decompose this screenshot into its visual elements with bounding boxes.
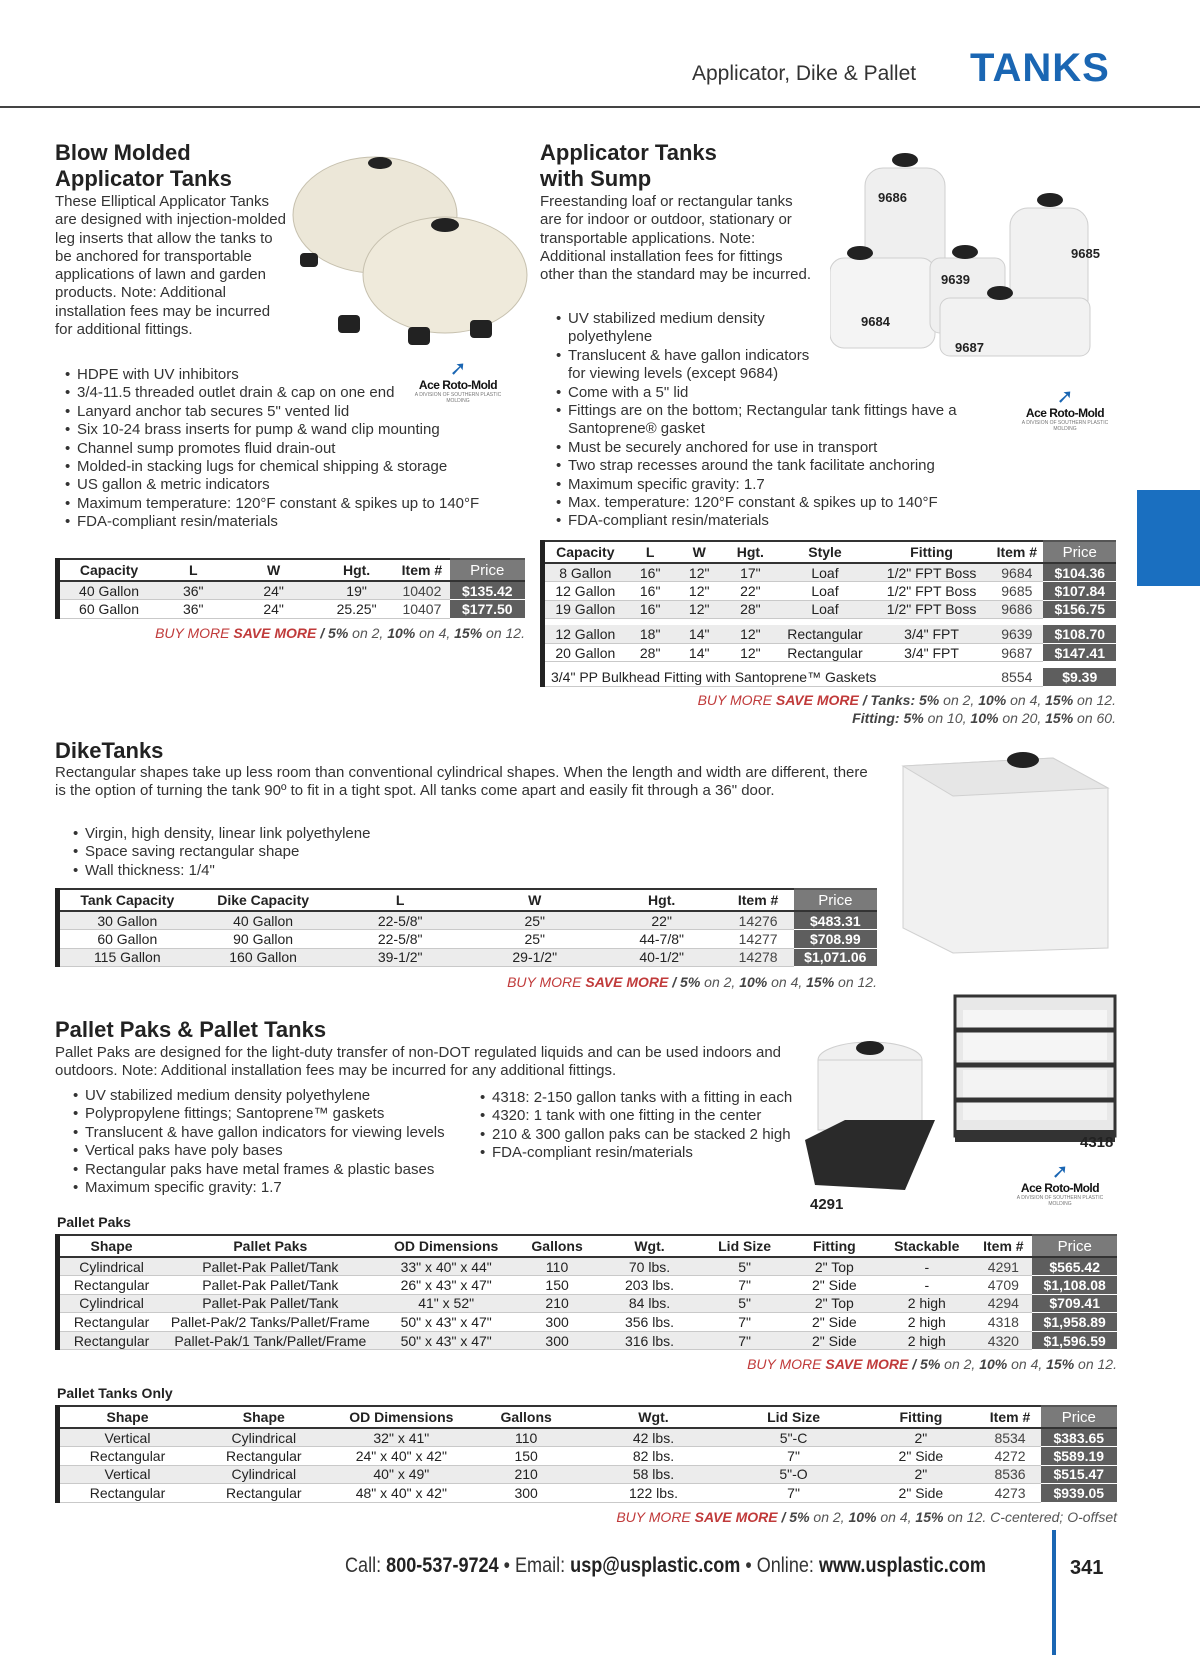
table-row: 60 Gallon 90 Gallon 22-5/8" 25" 44-7/8" 14277 $708.99 [58, 930, 878, 949]
list-item: • US gallon & metric indicators [55, 476, 525, 494]
table-row: 115 Gallon 160 Gallon 39-1/2" 29-1/2" 40-1/2" 14278 $1,071.06 [58, 948, 878, 967]
list-item: • Fittings are on the bottom; Rectangular tank fittings have a Santoprene® gasket [546, 402, 986, 439]
pallet-paks-buy-more-note: BUY MORE SAVE MORE / 5% on 2, 10% on 4, 15% on 12. [747, 1356, 1117, 1372]
list-item: • UV stabilized medium density polyethylene [546, 310, 806, 347]
table-row: 12 Gallon 18" 14" 12" Rectangular 3/4" FPT 9639 $108.70 [543, 625, 1117, 644]
table-row: Rectangular Pallet-Pak Pallet/Tank 26" x 43" x 47" 150 203 lbs. 7" 2" Side - 4709 $1,108.08 [58, 1276, 1118, 1295]
pallet-paks-label: Pallet Paks [57, 1214, 131, 1230]
list-item: • Translucent & have gallon indicators for viewing levels [63, 1124, 463, 1142]
swirl-icon: ➚ [449, 358, 467, 380]
blow-tank-image [280, 145, 530, 360]
pallet-paks-table: Shape Pallet Paks OD Dimensions Gallons Wgt. Lid Size Fitting Stackable Item # Price Cylindrical Pallet-Pak Pallet/Tank 33" x 40" x 44" 110 70 lbs. 5" 2" Top - 4291 $565.42 Rectangular Pallet-Pak Pallet/Tank 26" x 43" x 47" 150 203 lbs. 7" 2" Side - 4709 $1,108.08 Cylindrical Pallet-Pak Pallet/Tank 41" x 52" 210 84 lbs. 5" 2" Top 2 high 4294 $709.41 Rectangular Pallet-Pak/2 Tanks/Pallet/Frame 50" x 43" x 47" 300 356 lbs. 7" 2" Side 2 high 4318 $1,958.89 Rectangular Pallet-Pak/1 Tank/Pallet/Frame 50" x 43" x 47" 300 316 lbs. 7" 2" Side 2 high 4320 $1,596.59 [55, 1234, 1117, 1350]
dike-description: Rectangular shapes take up less room than conventional cylindrical shapes. When the length and width are different, there is the option of turning the tank 90º to fit in a tight spot. All tanks come apart and easily fit through a 36" door. [55, 764, 868, 800]
list-item: • 4318: 2-150 gallon tanks with a fitting in each [470, 1089, 810, 1107]
table-row: Rectangular Rectangular 24" x 40" x 42" 150 82 lbs. 7" 2" Side 4272 $589.19 [58, 1447, 1118, 1466]
sump-fitting-discount-note: Fitting: 5% on 10, 10% on 20, 15% on 60. [852, 710, 1116, 726]
website-link[interactable]: www.usplastic.com [818, 1554, 986, 1577]
swirl-icon: ➚ [1051, 1161, 1069, 1183]
list-item: • 4320: 1 tank with one fitting in the center [470, 1107, 810, 1125]
table-row: Cylindrical Pallet-Pak Pallet/Tank 33" x 40" x 44" 110 70 lbs. 5" 2" Top - 4291 $565.42 [58, 1257, 1118, 1276]
list-item: • Six 10-24 brass inserts for pump & wand clip mounting [55, 421, 525, 439]
swirl-icon: ➚ [1056, 386, 1074, 408]
list-item: • Polypropylene fittings; Santoprene™ gaskets [63, 1105, 463, 1123]
page-number: 341 [1070, 1557, 1104, 1579]
header-divider [0, 106, 1200, 108]
pallet-tanks-label: Pallet Tanks Only [57, 1385, 173, 1401]
table-row: Vertical Cylindrical 32" x 41" 110 42 lbs. 5"-C 2" 8534 $383.65 [58, 1428, 1118, 1447]
blow-price-table: Capacity L W Hgt. Item # Price 40 Gallon 36" 24" 19" 10402 $135.42 60 Gallon 36" 24" 25.25" 10407 $177.50 [55, 558, 525, 619]
list-item: • FDA-compliant resin/materials [55, 513, 525, 531]
list-item: • Space saving rectangular shape [63, 843, 483, 861]
sump-price-table: Capacity L W Hgt. Style Fitting Item # Price 8 Gallon 16" 12" 17" Loaf 1/2" FPT Boss 9684 $104.36 12 Gallon 16" 12" 22" Loaf 1/2" FPT Boss 9685 $107.84 19 Gallon 16" 12" 28" Loaf 1/2" FPT Boss 9686 $156.75 12 Gallon 18" 14" 12" Rectangular 3/4" FPT 9639 $108.70 20 Gallon 28" 14" 12" Rectangular 3/4" FPT 9687 $147.41 3/4" PP Bulkhead Fitting with Santoprene™ Gaskets 8554 $9.39 [540, 540, 1116, 687]
table-row: 8 Gallon 16" 12" 17" Loaf 1/2" FPT Boss 9684 $104.36 [543, 563, 1117, 582]
dike-title: DikeTanks [55, 738, 164, 763]
side-tab-marker [1137, 490, 1200, 586]
list-item: • Maximum specific gravity: 1.7 [546, 476, 996, 494]
ace-roto-mold-logo-2: ➚ Ace Roto-Mold A DIVISION OF SOUTHERN PLASTIC MOLDING [1015, 388, 1115, 432]
list-item: • FDA-compliant resin/materials [546, 512, 996, 530]
table-row: 12 Gallon 16" 12" 22" Loaf 1/2" FPT Boss 9685 $107.84 [543, 582, 1117, 601]
blow-buy-more-note: BUY MORE SAVE MORE / 5% on 2, 10% on 4, 15% on 12. [155, 625, 525, 641]
list-item: • Maximum temperature: 120°F constant & spikes up to 140°F [55, 495, 525, 513]
table-row: 60 Gallon 36" 24" 25.25" 10407 $177.50 [58, 600, 526, 619]
list-item: • Maximum specific gravity: 1.7 [63, 1179, 463, 1197]
phone-number[interactable]: 800-537-9724 [386, 1554, 499, 1577]
list-item: • FDA-compliant resin/materials [470, 1144, 810, 1162]
table-row: 40 Gallon 36" 24" 19" 10402 $135.42 [58, 581, 526, 600]
table-row: 30 Gallon 40 Gallon 22-5/8" 25" 22" 14276 $483.31 [58, 911, 878, 930]
list-item: • Two strap recesses around the tank facilitate anchoring [546, 457, 996, 475]
ace-roto-mold-logo-3: ➚ Ace Roto-Mold A DIVISION OF SOUTHERN PLASTIC MOLDING [1010, 1163, 1110, 1207]
tank-label-4318: 4318 [1080, 1134, 1114, 1151]
tank-label-9687: 9687 [955, 340, 984, 355]
section-subtitle: Applicator, Dike & Pallet [692, 62, 917, 85]
list-item: • Lanyard anchor tab secures 5" vented lid [55, 403, 525, 421]
pallet-tanks-table: Shape Shape OD Dimensions Gallons Wgt. Lid Size Fitting Item # Price Vertical Cylindrical 32" x 41" 110 42 lbs. 5"-C 2" 8534 $383.65 Rectangular Rectangular 24" x 40" x 42" 150 82 lbs. 7" 2" Side 4272 $589.19 Vertical Cylindrical 40" x 49" 210 58 lbs. 5"-O 2" 8536 $515.47 Rectangular Rectangular 48" x 40" x 42" 300 122 lbs. 7" 2" Side 4273 $939.05 [55, 1405, 1117, 1503]
blow-feature-list [55, 366, 525, 532]
table-row: 20 Gallon 28" 14" 12" Rectangular 3/4" FPT 9687 $147.41 [543, 643, 1117, 662]
sump-buy-more-note: BUY MORE SAVE MORE / Tanks: 5% on 2, 10% on 4, 15% on 12. [697, 692, 1116, 708]
pallet-description: Pallet Paks are designed for the light-duty transfer of non-DOT regulated liquids and can be used indoors and outdoors. Note: Additional installation fees may be incurred for any additional fittings. [55, 1044, 781, 1080]
list-item: • Come with a 5" lid [546, 384, 996, 402]
sump-feature-list [546, 310, 996, 531]
table-row: Cylindrical Pallet-Pak Pallet/Tank 41" x 52" 210 84 lbs. 5" 2" Top 2 high 4294 $709.41 [58, 1294, 1118, 1313]
footer-divider [1052, 1530, 1056, 1655]
tank-label-4291: 4291 [810, 1196, 844, 1213]
list-item: • Must be securely anchored for use in transport [546, 439, 996, 457]
pallet-feature-list-right [470, 1089, 810, 1163]
dike-tank-image [893, 748, 1113, 958]
list-item: • 210 & 300 gallon paks can be stacked 2 high [470, 1126, 810, 1144]
tank-label-9685: 9685 [1071, 246, 1100, 261]
blow-description: These Elliptical Applicator Tanks are designed with injection-molded leg inserts that allow the tanks to be anchored for transportable applications of lawn and garden products. Note: Additional installation fees may be incurred for additional fittings. [55, 193, 286, 339]
list-item: • UV stabilized medium density polyethylene [63, 1087, 463, 1105]
dike-feature-list [63, 825, 483, 880]
list-item: • 3/4-11.5 threaded outlet drain & cap on one end [55, 384, 395, 402]
list-item: • Molded-in stacking lugs for chemical shipping & storage [55, 458, 525, 476]
table-row: Rectangular Pallet-Pak/1 Tank/Pallet/Frame 50" x 43" x 47" 300 316 lbs. 7" 2" Side 2 high 4320 $1,596.59 [58, 1331, 1118, 1350]
ace-roto-mold-logo-1: ➚ Ace Roto-Mold A DIVISION OF SOUTHERN PLASTIC MOLDING [408, 360, 508, 404]
footer-contact: Call: 800-537-9724 • Email: usp@usplastic.com • Online: www.usplastic.com [345, 1554, 986, 1577]
list-item: • Vertical paks have poly bases [63, 1142, 463, 1160]
table-row-fitting: 3/4" PP Bulkhead Fitting with Santoprene™ Gaskets 8554 $9.39 [543, 668, 1117, 687]
email-link[interactable]: usp@usplastic.com [570, 1554, 741, 1577]
list-item: • Rectangular paks have metal frames & plastic bases [63, 1161, 463, 1179]
list-item: • Wall thickness: 1/4" [63, 862, 483, 880]
list-item: • Max. temperature: 120°F constant & spikes up to 140°F [546, 494, 996, 512]
table-row: Rectangular Pallet-Pak/2 Tanks/Pallet/Frame 50" x 43" x 47" 300 356 lbs. 7" 2" Side 2 high 4318 $1,958.89 [58, 1313, 1118, 1332]
dike-price-table: Tank Capacity Dike Capacity L W Hgt. Item # Price 30 Gallon 40 Gallon 22-5/8" 25" 22" 14276 $483.31 60 Gallon 90 Gallon 22-5/8" 25" 44-7/8" 14277 $708.99 115 Gallon 160 Gallon 39-1/2" 29-1/2" 40-1/2" 14278 $1,071.06 [55, 888, 877, 967]
list-item: • HDPE with UV inhibitors [55, 366, 525, 384]
blow-title: Blow Molded Applicator Tanks [55, 140, 232, 191]
tank-label-9639: 9639 [941, 272, 970, 287]
page-title: TANKS [970, 46, 1110, 90]
list-item: • Channel sump promotes fluid drain-out [55, 440, 525, 458]
sump-title: Applicator Tanks with Sump [540, 140, 717, 191]
table-row: 19 Gallon 16" 12" 28" Loaf 1/2" FPT Boss 9686 $156.75 [543, 600, 1117, 619]
pallet-feature-list-left [63, 1087, 463, 1197]
list-item: • Translucent & have gallon indicators for viewing levels (except 9684) [546, 347, 826, 384]
sump-description: Freestanding loaf or rectangular tanks are for indoor or outdoor, stationary or transportable applications. Note: Additional installation fees for fittings other than the standard may be incurred. [540, 193, 811, 284]
table-row: Vertical Cylindrical 40" x 49" 210 58 lbs. 5"-O 2" 8536 $515.47 [58, 1465, 1118, 1484]
dike-buy-more-note: BUY MORE SAVE MORE / 5% on 2, 10% on 4, 15% on 12. [507, 974, 877, 990]
pallet-title: Pallet Paks & Pallet Tanks [55, 1017, 327, 1042]
pallet-tanks-buy-more-note: BUY MORE SAVE MORE / 5% on 2, 10% on 4, 15% on 12. C-centered; O-offset [616, 1509, 1117, 1525]
tank-label-9684: 9684 [861, 314, 890, 329]
tank-label-9686: 9686 [878, 190, 907, 205]
table-row: Rectangular Rectangular 48" x 40" x 42" 300 122 lbs. 7" 2" Side 4273 $939.05 [58, 1484, 1118, 1503]
list-item: • Virgin, high density, linear link polyethylene [63, 825, 483, 843]
